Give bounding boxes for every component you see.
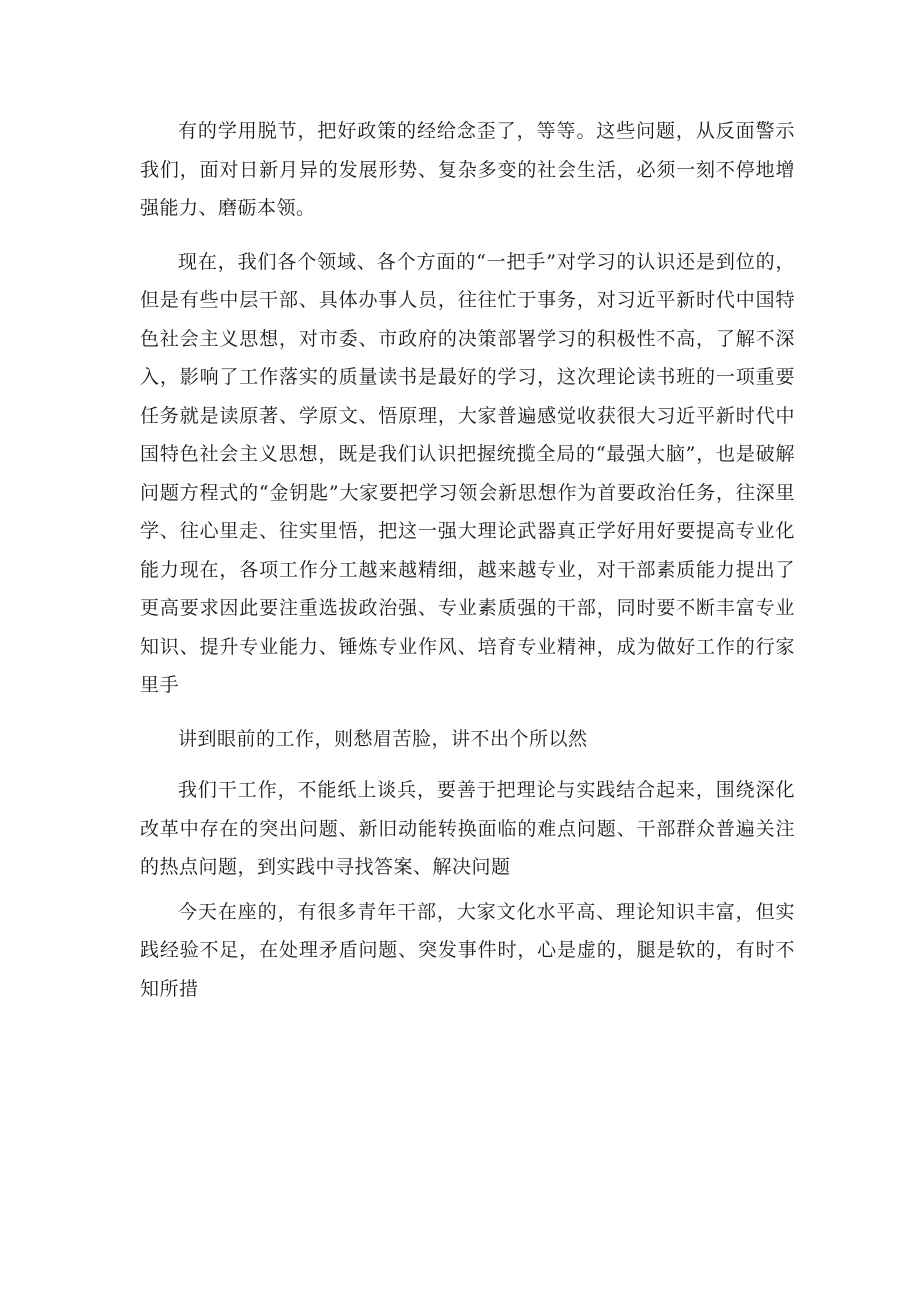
paragraph-2: 现在，我们各个领域、各个方面的“一把手”对学习的认识还是到位的，但是有些中层干部、具体办事人员，往往忙于事务，对习近平新时代中国特色社会主义思想，对市委、市政府的决策部署学习的积极性不高，了解不深入，影响了工作落实的质量读书是最好的学习，这次理论读书班的一项重要任务就是读原著、学原文、悟原理，大家普遍感觉收获很大习近平新时代中国特色社会主义思想，既是我们认识把握统揽全局的“最强大脑”，也是破解问题方程式的“金钥匙”大家要把学习领会新思想作为首要政治任务，往深里学、往心里走、往实里悟，把这一强大理论武器真正学好用好要提高专业化能力现在，各项工作分工越来越精细，越来越专业，对干部素质能力提出了更高要求因此要注重选拔政治强、专业素质强的干部，同时要不断丰富专业知识、提升专业能力、锤炼专业作风、培育专业精神，成为做好工作的行家里手	[140, 250, 795, 696]
paragraph-1: 有的学用脱节，把好政策的经给念歪了，等等。这些问题，从反面警示我们，面对日新月异的发展形势、复杂多变的社会生活，必须一刻不停地增强能力、磨砺本领。	[140, 120, 795, 219]
paragraph-5: 今天在座的，有很多青年干部，大家文化水平高、理论知识丰富，但实践经验不足，在处理矛盾问题、突发事件时，心是虚的，腿是软的，有时不知所措	[140, 900, 795, 1000]
paragraph-4: 我们干工作，不能纸上谈兵，要善于把理论与实践结合起来，围绕深化改革中存在的突出问题、新旧动能转换面临的难点问题、干部群众普遍关注的热点问题，到实践中寻找答案、解决问题	[140, 779, 795, 878]
document-page	[140, 112, 795, 1008]
paragraph-3: 讲到眼前的工作，则愁眉苦脸，讲不出个所以然	[178, 727, 588, 750]
